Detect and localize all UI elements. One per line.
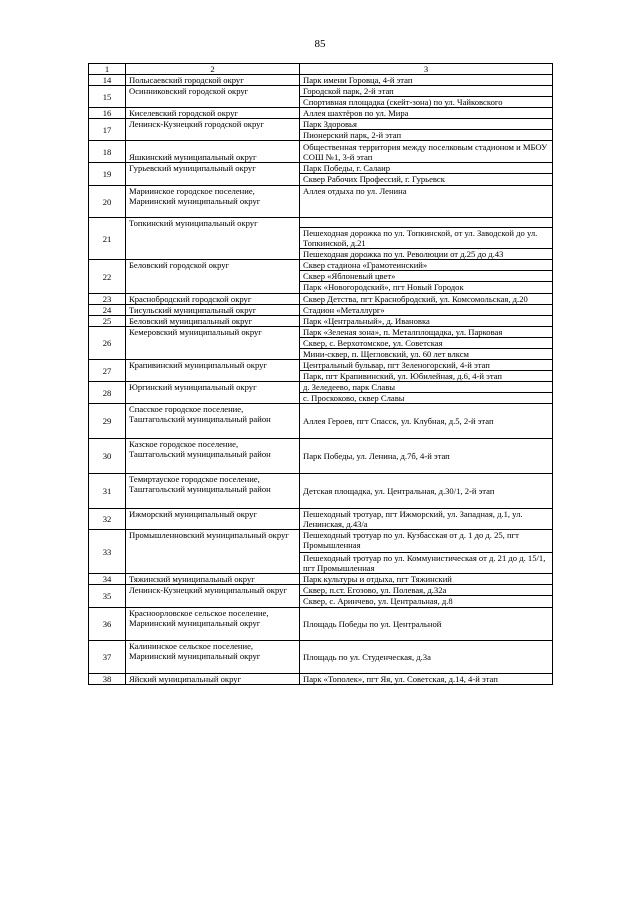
territory-name: Сквер, с. Аринчево, ул. Центральная, д.8 — [300, 596, 553, 608]
territory-name: Парк «Центральный», д. Ивановка — [300, 316, 553, 327]
row-number: 18 — [89, 141, 126, 163]
district-name: Краснобродский городской округ — [126, 294, 300, 305]
district-name: Осинниковский городской округ — [126, 86, 300, 108]
territory-name — [300, 218, 553, 228]
district-name: Яйский муниципальный округ — [126, 674, 300, 685]
row-number: 38 — [89, 674, 126, 685]
row-number: 20 — [89, 186, 126, 218]
table-row — [89, 119, 553, 130]
table-row — [89, 404, 553, 439]
territory-name: Парк «Новогородский», пгт Новый Городок — [300, 282, 553, 294]
table-row — [89, 530, 553, 553]
table-row — [89, 327, 553, 338]
district-name: Ижморский муниципальный округ — [126, 509, 300, 530]
table-row — [89, 608, 553, 641]
page-number: 85 — [314, 38, 326, 50]
row-number: 14 — [89, 75, 126, 86]
territory-name: Пионерский парк, 2-й этап — [300, 130, 553, 141]
territory-name: Пешеходная дорожка по ул. Революции от д.25 до д.43 — [300, 249, 553, 260]
territory-name: Парк «Тополек», пгт Яя, ул. Советская, д.14, 4-й этап — [300, 674, 553, 685]
table-row — [89, 294, 553, 305]
territory-name: Пешеходный тротуар по ул. Кузбасская от д. 1 до д. 25, пгт Промышленная — [300, 530, 553, 553]
territory-name: Парк «Зеленая зона», п. Металплощадка, ул. Парковая — [300, 327, 553, 338]
territory-name: Сквер «Яблоневый цвет» — [300, 271, 553, 282]
territory-name: Стадион «Металлург» — [300, 305, 553, 316]
table-row — [89, 218, 553, 228]
table-row — [89, 260, 553, 271]
district-name: Юргинский муниципальный округ — [126, 382, 300, 404]
table-header-row — [89, 64, 553, 75]
district-name: Тяжинский муниципальный округ — [126, 574, 300, 585]
district-name: Калининское сельское поселение, Мариинский муниципальный округ — [126, 641, 300, 674]
row-number: 27 — [89, 360, 126, 382]
territory-name: Парк, пгт Крапивинский, ул. Юбилейная, д.6, 4-й этап — [300, 371, 553, 382]
district-name: Яшкинский муниципальный округ — [126, 141, 300, 163]
district-name: Промышленновский муниципальный округ — [126, 530, 300, 574]
district-name: Беловский городской округ — [126, 260, 300, 294]
district-name: Киселевский городской округ — [126, 108, 300, 119]
territory-name: Детская площадка, ул. Центральная, д.30/1, 2-й этап — [300, 474, 553, 509]
row-number: 34 — [89, 574, 126, 585]
table-row — [89, 75, 553, 86]
table-row — [89, 305, 553, 316]
row-number: 31 — [89, 474, 126, 509]
territory-name: Центральный бульвар, пгт Зеленогорский, 4-й этап — [300, 360, 553, 371]
table-row — [89, 439, 553, 474]
district-name: Полысаевский городской округ — [126, 75, 300, 86]
program-table — [88, 63, 553, 685]
district-name: Ленинск-Кузнецкий городской округ — [126, 119, 300, 141]
row-number: 16 — [89, 108, 126, 119]
table-row — [89, 382, 553, 393]
row-number: 28 — [89, 382, 126, 404]
row-number: 24 — [89, 305, 126, 316]
row-number: 35 — [89, 585, 126, 608]
row-number: 15 — [89, 86, 126, 108]
district-name: Гурьевский муниципальный округ — [126, 163, 300, 186]
table-row — [89, 108, 553, 119]
row-number: 17 — [89, 119, 126, 141]
territory-name: Сквер Рабочих Профессий, г. Гурьевск — [300, 174, 553, 186]
column-header-1: 1 — [89, 64, 126, 75]
territory-name: Спортивная площадка (скейт-зона) по ул. Чайковского — [300, 97, 553, 108]
territory-name: Пешеходный тротуар, пгт Ижморский, ул. Западная, д.1, ул. Ленинская, д.43/а — [300, 509, 553, 530]
table-row — [89, 163, 553, 174]
table-row — [89, 316, 553, 327]
table-row — [89, 574, 553, 585]
row-number: 22 — [89, 260, 126, 294]
district-name: Крапивинский муниципальный округ — [126, 360, 300, 382]
table-row — [89, 360, 553, 371]
territory-name: Парк Победы, г. Салаир — [300, 163, 553, 174]
district-name: Спасское городское поселение, Таштагольский муниципальный район — [126, 404, 300, 439]
district-name: Мариинское городское поселение, Мариинский муниципальный округ — [126, 186, 300, 218]
territory-name: Парк культуры и отдыха, пгт Тяжинский — [300, 574, 553, 585]
territory-name: Городской парк, 2-й этап — [300, 86, 553, 97]
territory-name: Пешеходный тротуар по ул. Коммунистическая от д. 21 до д. 15/1, пгт Промышленная — [300, 553, 553, 574]
row-number: 25 — [89, 316, 126, 327]
territory-name: д. Зеледеево, парк Славы — [300, 382, 553, 393]
row-number: 30 — [89, 439, 126, 474]
district-name: Тисульский муниципальный округ — [126, 305, 300, 316]
table-row — [89, 641, 553, 674]
table-row — [89, 141, 553, 163]
district-name: Темиртауское городское поселение, Таштагольский муниципальный район — [126, 474, 300, 509]
territory-name: Сквер стадиона «Грамотеинский» — [300, 260, 553, 271]
column-header-2: 2 — [126, 64, 300, 75]
district-name: Красноорловское сельское поселение, Мариинский муниципальный округ — [126, 608, 300, 641]
column-header-3: 3 — [300, 64, 553, 75]
row-number: 36 — [89, 608, 126, 641]
territory-name: Аллея шахтёров по ул. Мира — [300, 108, 553, 119]
territory-name: Аллея отдыха по ул. Ленина — [300, 186, 553, 218]
row-number: 21 — [89, 218, 126, 260]
table-row — [89, 674, 553, 685]
table-row — [89, 474, 553, 509]
territory-name: Сквер, с. Верхотомское, ул. Советская — [300, 338, 553, 349]
table-row — [89, 186, 553, 218]
row-number: 19 — [89, 163, 126, 186]
territory-name: с. Проскоково, сквер Славы — [300, 393, 553, 404]
district-name: Ленинск-Кузнецкий муниципальный округ — [126, 585, 300, 608]
district-name: Топкинский муниципальный округ — [126, 218, 300, 260]
row-number: 23 — [89, 294, 126, 305]
territory-name: Парк Здоровья — [300, 119, 553, 130]
territory-name: Мини-сквер, п. Щегловский, ул. 60 лет влксм — [300, 349, 553, 360]
territory-name: Пешеходная дорожка по ул. Топкинской, от ул. Заводской до ул. Топкинской, д.21 — [300, 228, 553, 249]
territory-name: Площадь по ул. Студенческая, д.3а — [300, 641, 553, 674]
district-name: Казское городское поселение, Таштагольский муниципальный район — [126, 439, 300, 474]
territory-name: Парк Победы, ул. Ленина, д.7б, 4-й этап — [300, 439, 553, 474]
territory-name: Сквер Детства, пгт Краснобродский, ул. Комсомольская, д.20 — [300, 294, 553, 305]
district-name: Кемеровский муниципальный округ — [126, 327, 300, 360]
table-row — [89, 86, 553, 97]
row-number: 29 — [89, 404, 126, 439]
row-number: 32 — [89, 509, 126, 530]
territory-name: Парк имени Горовца, 4-й этап — [300, 75, 553, 86]
table-row — [89, 509, 553, 530]
row-number: 26 — [89, 327, 126, 360]
territory-name: Общественная территория между поселковым стадионом и МБОУ СОШ №1, 3-й этап — [300, 141, 553, 163]
row-number: 33 — [89, 530, 126, 574]
table-row — [89, 585, 553, 596]
territory-name: Площадь Победы по ул. Центральной — [300, 608, 553, 641]
row-number: 37 — [89, 641, 126, 674]
territory-name: Аллея Героев, пгт Спасск, ул. Клубная, д.5, 2-й этап — [300, 404, 553, 439]
district-name: Беловский муниципальный округ — [126, 316, 300, 327]
territory-name: Сквер, п.ст. Егозово, ул. Полевая, д.32а — [300, 585, 553, 596]
